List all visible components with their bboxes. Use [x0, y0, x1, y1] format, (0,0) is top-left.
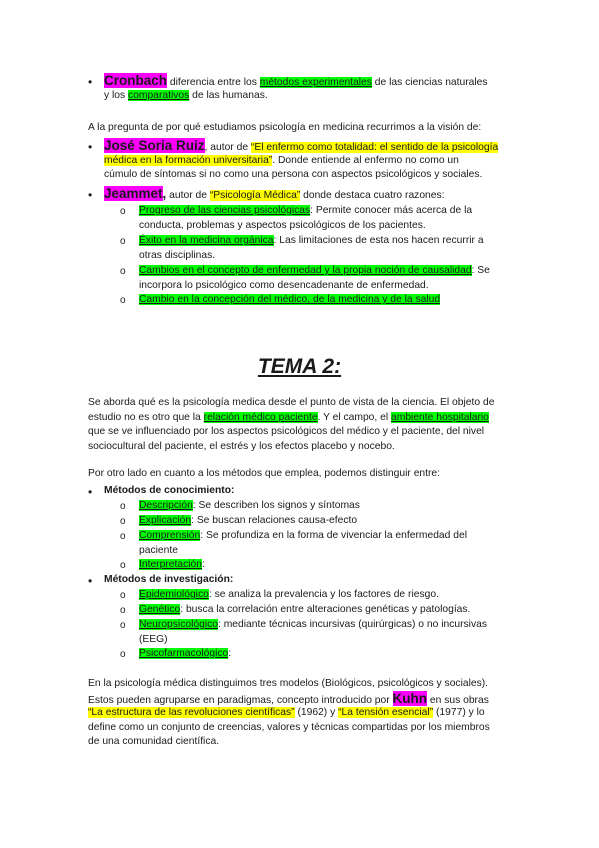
- bullet-dot: •: [88, 574, 93, 588]
- bullet-circle: o: [120, 266, 126, 277]
- highlight-relacion-medico-paciente: relación médico paciente: [203, 411, 318, 423]
- name-kuhn: Kuhn: [392, 690, 428, 706]
- name-soria: José Soria Ruiz: [104, 138, 205, 153]
- reason-3: Cambios en el concepto de enfermedad y la propia noción de causalidad: Se incorpora lo psicológico como desencadenante de enfermedad.: [139, 265, 490, 291]
- bullet-dot: •: [88, 485, 93, 499]
- paragraph-objeto: Se aborda qué es la psicología medica desde el punto de vista de la ciencia. El objeto de estudio no es otro que la relación médico paciente. Y el campo, el ambiente hospitalario que se ve influenciado por los aspectos psicológicos del médico y el paciente, del nivel sociocultural del paciente, el estrés y los efectos placebo y nocebo.: [88, 397, 495, 452]
- paragraph-metodos: Por otro lado en cuanto a los métodos que emplea, podemos distinguir entre:: [88, 468, 441, 479]
- highlight-metodos-experimentales: métodos experimentales: [259, 77, 372, 88]
- section-title: TEMA 2:: [257, 355, 342, 378]
- paragraph-modelos: En la psicología médica distinguimos tres modelos (Biológicos, psicológicos y sociales). Estos pueden agruparse en paradigmas, concepto introducido por Kuhn en sus obras “La estructura de las revoluciones científicas” (1962) y “La tensión esencial” (1977) y lo define como un conjunto de creencias, valores y técnicas compartidas por los miembros de una comunidad científica.: [88, 678, 490, 747]
- metodos-investigacion-heading: Métodos de investigación:: [104, 574, 234, 585]
- mi-psicofarmacologico: Psicofarmacológico:: [139, 648, 232, 659]
- name-jeammet: Jeammet: [104, 186, 163, 201]
- mc-interpretacion: Interpretación:: [139, 559, 205, 570]
- highlight-soria-title-2: médica en la formación universitaria”: [104, 154, 273, 166]
- highlight-soria-title-1: “El enfermo como totalidad: el sentido de la psicología: [250, 142, 499, 153]
- mi-genetico: Genético: busca la correlación entre alteraciones genéticas y patologías.: [139, 604, 471, 615]
- bullet-circle: o: [120, 531, 126, 542]
- bullet-circle: o: [120, 501, 126, 512]
- metodos-conocimiento-heading: Métodos de conocimiento:: [104, 485, 235, 496]
- bullet-circle: o: [120, 560, 126, 571]
- reason-2: Éxito en la medicina orgánica: Las limitaciones de esta nos hacen recurrir a otras disciplinas.: [139, 235, 484, 261]
- highlight-estructura-revoluciones: “La estructura de las revoluciones científicas”: [88, 707, 295, 718]
- bullet-dot: •: [88, 188, 93, 202]
- mc-comprension: Comprensión: Se profundiza en la forma de vivenciar la enfermedad del paciente: [139, 530, 467, 556]
- mi-epidemiologico: Epidemiológico: se analiza la prevalencia y los factores de riesgo.: [139, 589, 439, 600]
- highlight-ambiente-hospitalario: ambiente hospitalario: [391, 411, 489, 423]
- reason-1: Progreso de las ciencias psicológicas: Permite conocer más acerca de la conducta, problemas y aspectos psicológicos de los pacientes.: [139, 205, 473, 231]
- bullet-circle: o: [120, 649, 126, 660]
- mi-neuropsicologico: Neuropsicológico: mediante técnicas incursivas (quirúrgicas) o no incursivas (EEG): [139, 619, 487, 645]
- reason-4: Cambio en la concepción del médico, de la medicina y de la salud: [139, 294, 441, 305]
- bullet-dot: •: [88, 140, 93, 154]
- cronbach-paragraph: Cronbach diferencia entre los métodos experimentales de las ciencias naturales y los comparativos de las humanas.: [104, 73, 488, 101]
- highlight-tension-esencial: “La tensión esencial”: [338, 707, 434, 718]
- bullet-circle: o: [120, 590, 126, 601]
- bullet-circle: o: [120, 516, 126, 527]
- bullet-circle: o: [120, 206, 126, 217]
- intro-paragraph: A la pregunta de por qué estudiamos psicología en medicina recurrimos a la visión de:: [88, 122, 482, 133]
- bullet-dot: •: [88, 75, 93, 89]
- bullet-circle: o: [120, 605, 126, 616]
- bullet-circle: o: [120, 620, 126, 631]
- mc-explicacion: Explicación: Se buscan relaciones causa-efecto: [139, 515, 358, 526]
- soria-paragraph: José Soria Ruiz, autor de “El enfermo como totalidad: el sentido de la psicología médica en la formación universitaria”. Donde entiende al enfermo no como un cúmulo de síntomas si no como una persona con aspectos psicológicos y sociales.: [104, 138, 499, 180]
- bullet-circle: o: [120, 295, 126, 306]
- bullet-circle: o: [120, 236, 126, 247]
- jeammet-paragraph: Jeammet, autor de “Psicología Médica” donde destaca cuatro razones:: [104, 186, 445, 201]
- highlight-comparativos: comparativos: [128, 89, 190, 101]
- mc-descripcion: Descripción: Se describen los signos y síntomas: [139, 500, 360, 511]
- name-cronbach: Cronbach: [104, 73, 168, 88]
- highlight-psicologia-medica: “Psicología Médica”: [209, 190, 301, 201]
